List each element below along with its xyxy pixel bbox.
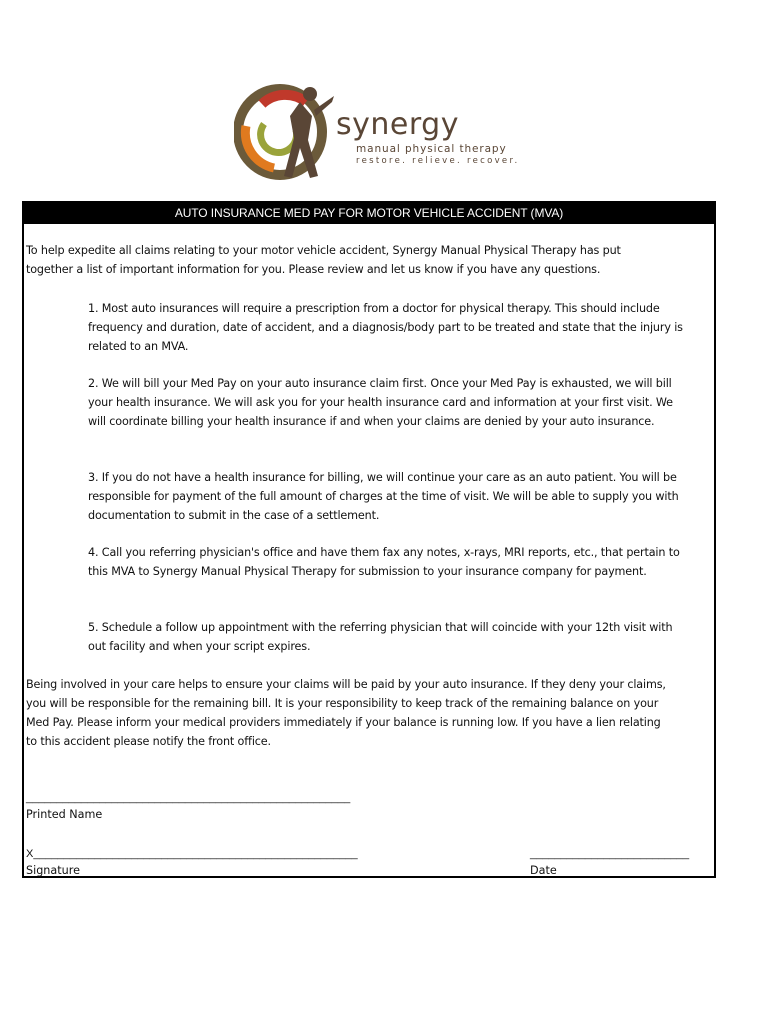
logo-brand-name: synergy <box>336 107 459 142</box>
date-label: Date <box>530 864 557 877</box>
synergy-logo <box>234 80 534 185</box>
printed-name-field[interactable]: _____________________________________________________ <box>26 792 351 804</box>
list-item-1: 1. Most auto insurances will require a prescription from a doctor for physical therapy. This should include frequency and duration, date of accident, and a diagnosis/body part to be treated and state that the injury is related to an MVA. <box>88 302 683 353</box>
form-box <box>22 201 716 878</box>
intro-paragraph: To help expedite all claims relating to your motor vehicle accident, Synergy Manual Physical Therapy has put together a list of important information for you. Please review and let us know if you have any questions. <box>26 244 621 276</box>
synergy-logo-mark-icon <box>234 80 334 185</box>
logo-tagline: restore. relieve. recover. <box>356 156 520 166</box>
form-title: AUTO INSURANCE MED PAY FOR MOTOR VEHICLE ACCIDENT (MVA) <box>24 203 714 224</box>
list-item-4: 4. Call you referring physician's office and have them fax any notes, x-rays, MRI reports, etc., that pertain to this MVA to Synergy Manual Physical Therapy for submission to your insurance company for payment. <box>88 546 680 578</box>
list-item-5: 5. Schedule a follow up appointment with the referring physician that will coincide with your 12th visit with out facility and when your script expires. <box>88 621 673 653</box>
closing-paragraph: Being involved in your care helps to ensure your claims will be paid by your auto insurance. If they deny your claims, you will be responsible for the remaining bill. It is your responsibility to keep track of the remaining balance on your Med Pay. Please inform your medical providers immediately if your balance is running low. If you have a lien relating to this accident please notify the front office. <box>26 678 666 748</box>
list-item-2: 2. We will bill your Med Pay on your auto insurance claim first. Once your Med Pay is exhausted, we will bill your health insurance. We will ask you for your health insurance card and information at your first visit. We will coordinate billing your health insurance if and when your claims are denied by your auto insurance. <box>88 377 673 428</box>
list-item-3: 3. If you do not have a health insurance for billing, we will continue your care as an auto patient. You will be responsible for payment of the full amount of charges at the time of visit. We will be able to supply you with documentation to submit in the case of a settlement. <box>88 471 679 522</box>
logo-subtitle: manual physical therapy <box>356 143 507 155</box>
signature-label: Signature <box>26 864 80 877</box>
signature-field[interactable]: X_____________________________________________________ <box>26 848 358 860</box>
date-field[interactable]: __________________________ <box>530 848 690 860</box>
printed-name-label: Printed Name <box>26 808 103 821</box>
